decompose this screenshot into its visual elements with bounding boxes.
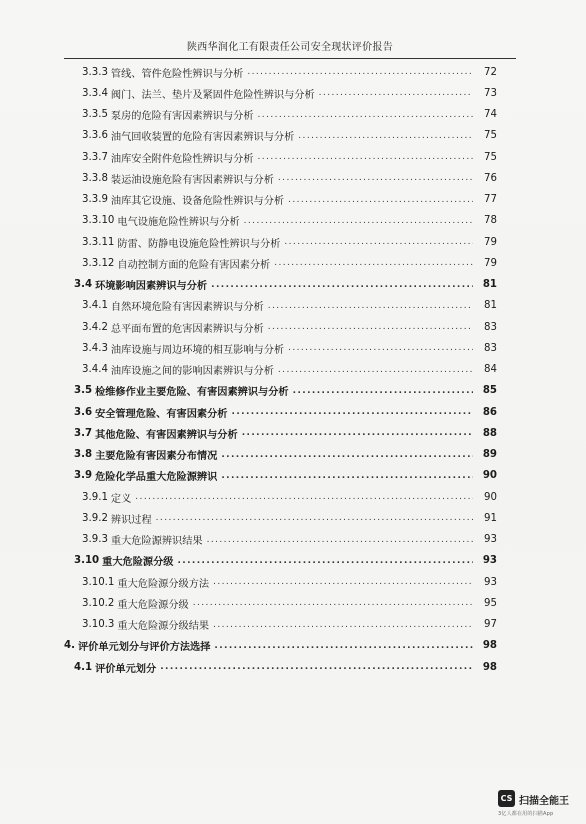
toc-entry xyxy=(82,232,497,252)
toc-entry-title: 泵房的危险有害因素辨识与分析 xyxy=(110,111,254,122)
toc-entry-number: 3.4.4 xyxy=(82,364,108,375)
toc-leader-dots xyxy=(268,296,473,316)
toc-entry-title: 装运油设施危险有害因素辨识与分析 xyxy=(110,174,274,186)
toc-entry-title: 油库设施与周边环境的相互影响与分析 xyxy=(110,344,285,356)
toc-entry-number: 3.10.3 xyxy=(82,619,115,630)
toc-entry-page: 90 xyxy=(482,470,497,482)
toc-entry-title: 阀门、法兰、垫片及紧固件危险性辨识与分析 xyxy=(110,89,315,101)
toc-entry-title: 环境影响因素辨识与分析 xyxy=(95,281,208,292)
toc-entry-title: 总平面布置的危害因素辨识与分析 xyxy=(110,323,264,335)
toc-leader-dots xyxy=(193,593,473,613)
toc-entry-title: 油气回收装置的危险有害因素辨识与分析 xyxy=(110,132,295,144)
toc-entry-title: 其他危险、有害因素辨识与分析 xyxy=(95,429,238,441)
toc-entry xyxy=(82,168,497,188)
toc-entry-title: 自动控制方面的危险有害因素分析 xyxy=(117,259,271,271)
toc-entry-page: 93 xyxy=(484,576,497,588)
toc-entry-page: 86 xyxy=(482,406,497,418)
toc-entry-number: 3.6 xyxy=(74,406,93,418)
scanner-watermark xyxy=(498,790,578,820)
toc-entry-number: 3.4.1 xyxy=(82,300,108,312)
toc-entry-number: 3.3.11 xyxy=(82,236,115,248)
toc-leader-dots xyxy=(258,147,473,167)
toc-entry-page: 83 xyxy=(484,321,497,333)
toc-entry-page: 93 xyxy=(482,555,497,567)
toc-leader-dots xyxy=(232,402,474,422)
toc-leader-dots xyxy=(288,190,473,210)
toc-entry-page: 97 xyxy=(484,619,497,630)
toc-entry xyxy=(82,83,497,103)
toc-entry xyxy=(82,360,497,380)
toc-entry-number: 3.9.2 xyxy=(82,512,108,524)
toc-entry xyxy=(74,423,497,443)
toc-leader-dots xyxy=(274,253,473,273)
toc-leader-dots xyxy=(284,232,473,252)
toc-entry xyxy=(82,105,497,125)
toc-entry xyxy=(82,317,497,337)
toc-leader-dots xyxy=(278,168,473,188)
toc-leader-dots xyxy=(221,466,473,486)
toc-entry-page: 84 xyxy=(484,364,497,375)
toc-entry-number: 3.10.2 xyxy=(82,597,115,609)
toc-entry-page: 77 xyxy=(484,194,497,205)
toc-leader-dots xyxy=(213,615,473,635)
toc-leader-dots xyxy=(298,126,473,146)
toc-leader-dots xyxy=(242,423,473,443)
toc-entry-number: 3.3.3 xyxy=(82,66,108,78)
toc-entry-page: 81 xyxy=(482,279,497,290)
toc-entry xyxy=(82,211,497,231)
toc-entry-title: 安全管理危险、有害因素分析 xyxy=(95,408,228,420)
toc-entry-title: 油库其它设施、设备危险性辨识与分析 xyxy=(110,196,285,207)
toc-entry xyxy=(82,147,497,167)
toc-entry xyxy=(82,508,497,528)
toc-entry-title: 管线、管件危险性辨识与分析 xyxy=(110,68,244,80)
toc-entry-page: 98 xyxy=(482,661,497,673)
toc-entry-page: 72 xyxy=(484,66,497,78)
toc-entry-page: 85 xyxy=(482,385,497,397)
toc-entry-title: 危险化学品重大危险源辨识 xyxy=(95,472,218,484)
toc-entry-page: 76 xyxy=(484,172,497,184)
toc-entry-title: 评价单元划分与评价方法选择 xyxy=(77,642,211,654)
toc-entry-number: 3.3.9 xyxy=(82,194,108,205)
toc-entry-number: 3.5 xyxy=(74,385,93,397)
toc-entry-number: 3.4 xyxy=(74,279,93,290)
toc-entry-page: 88 xyxy=(482,427,497,439)
toc-entry xyxy=(74,657,497,677)
toc-entry xyxy=(82,296,497,316)
toc-entry-number: 3.3.12 xyxy=(82,257,115,269)
watermark-app-name: 扫描全能王 xyxy=(519,796,569,807)
toc-entry-page: 83 xyxy=(484,342,497,354)
toc-entry-title: 重大危险源分级 xyxy=(102,557,174,569)
toc-entry-page: 91 xyxy=(484,512,497,524)
toc-leader-dots xyxy=(160,657,473,677)
toc-entry-title: 油库安全附件危险性辨识与分析 xyxy=(110,153,254,165)
toc-leader-dots xyxy=(135,487,473,507)
toc-entry-page: 79 xyxy=(484,257,497,269)
toc-entry-title: 评价单元划分 xyxy=(95,663,157,675)
toc-entry-page: 90 xyxy=(484,491,497,503)
toc-leader-dots xyxy=(221,445,473,465)
toc-entry-page: 73 xyxy=(484,87,497,99)
toc-entry-page: 79 xyxy=(484,236,497,248)
toc-leader-dots xyxy=(293,381,473,401)
toc-entry xyxy=(74,551,497,571)
toc-entry-title: 自然环境危险有害因素辨识与分析 xyxy=(110,302,264,314)
toc-entry xyxy=(74,381,497,401)
toc-entry xyxy=(74,275,497,295)
toc-entry-number: 3.3.8 xyxy=(82,172,108,184)
toc-leader-dots xyxy=(278,360,473,380)
toc-leader-dots xyxy=(319,83,473,103)
toc-entry-title: 主要危险有害因素分布情况 xyxy=(95,451,218,462)
toc-entry xyxy=(82,593,497,613)
toc-leader-dots xyxy=(177,551,473,571)
toc-entry-page: 78 xyxy=(484,215,497,227)
toc-leader-dots xyxy=(244,211,473,231)
camscanner-logo-icon: CS xyxy=(498,790,515,807)
toc-entry-title: 重大危险源分级结果 xyxy=(117,621,210,632)
toc-entry-number: 3.9.1 xyxy=(82,491,108,503)
toc-entry-title: 油库设施之间的影响因素辨识与分析 xyxy=(110,366,274,377)
toc-entry xyxy=(74,466,497,486)
toc-entry-title: 重大危险源辨识结果 xyxy=(110,536,203,547)
toc-entry-number: 4. xyxy=(64,640,75,652)
toc-entry xyxy=(82,190,497,210)
toc-entry xyxy=(74,402,497,422)
toc-entry-number: 3.3.7 xyxy=(82,151,108,163)
toc-entry xyxy=(82,530,497,550)
toc-entry-page: 93 xyxy=(484,534,497,545)
toc-entry xyxy=(82,253,497,273)
toc-entry-number: 3.8 xyxy=(74,449,93,460)
toc-leader-dots xyxy=(214,636,473,656)
toc-entry-number: 3.4.2 xyxy=(82,321,108,333)
toc-entry-number: 3.3.4 xyxy=(82,87,108,99)
toc-entry-title: 电气设施危险性辨识与分析 xyxy=(117,217,240,229)
toc-entry-number: 4.1 xyxy=(74,661,93,673)
toc-entry-page: 98 xyxy=(482,640,497,652)
toc-entry-title: 防雷、防静电设施危险性辨识与分析 xyxy=(117,238,281,250)
toc-entry-page: 75 xyxy=(484,130,497,142)
toc-leader-dots xyxy=(211,275,473,295)
toc-entry xyxy=(82,126,497,146)
toc-leader-dots xyxy=(213,572,473,592)
toc-entry-number: 3.7 xyxy=(74,427,93,439)
toc-entry-number: 3.3.5 xyxy=(82,109,108,120)
toc-leader-dots xyxy=(268,317,473,337)
toc-entry-number: 3.9 xyxy=(74,470,93,482)
toc-entry xyxy=(82,338,497,358)
toc-entry-title: 定义 xyxy=(110,493,132,505)
toc-entry xyxy=(74,445,497,465)
toc-entry-page: 81 xyxy=(484,300,497,312)
toc-leader-dots xyxy=(258,105,473,125)
toc-entry-title: 重大危险源分级方法 xyxy=(117,578,210,590)
page-header: 陕西华润化工有限责任公司安全现状评价报告 xyxy=(64,38,516,59)
toc-entry-title: 检维修作业主要危险、有害因素辨识与分析 xyxy=(95,387,289,399)
toc-entry-number: 3.3.10 xyxy=(82,215,115,227)
toc-entry-number: 3.10 xyxy=(74,555,100,567)
toc-entry-number: 3.4.3 xyxy=(82,342,108,354)
toc-entry-title: 辨识过程 xyxy=(110,514,152,526)
toc-entry xyxy=(64,636,497,656)
toc-leader-dots xyxy=(288,338,473,358)
toc-leader-dots xyxy=(156,508,473,528)
toc-entry xyxy=(82,62,497,82)
watermark-subtitle: 3亿人都在用的扫描App xyxy=(498,811,554,817)
toc-entry-page: 95 xyxy=(484,597,497,609)
toc-entry-number: 3.9.3 xyxy=(82,534,108,545)
toc-entry xyxy=(82,487,497,507)
toc-entry-page: 74 xyxy=(484,109,497,120)
toc-entry-title: 重大危险源分级 xyxy=(117,599,189,611)
toc-leader-dots xyxy=(207,530,473,550)
toc-entry-number: 3.3.6 xyxy=(82,130,108,142)
toc-entry xyxy=(82,572,497,592)
toc-entry-page: 89 xyxy=(482,449,497,460)
toc-entry xyxy=(82,615,497,635)
toc-entry-number: 3.10.1 xyxy=(82,576,115,588)
toc-leader-dots xyxy=(247,62,473,82)
toc-entry-page: 75 xyxy=(484,151,497,163)
